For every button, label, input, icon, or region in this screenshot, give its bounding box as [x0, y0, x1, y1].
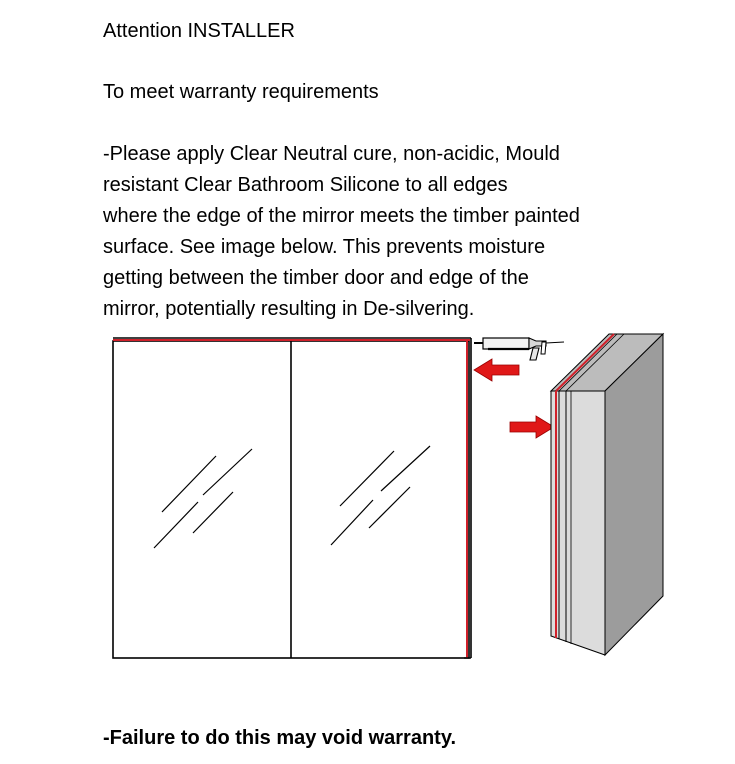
- mirror-cabinet-side: [551, 334, 663, 655]
- notice-subheading: To meet warranty requirements: [103, 81, 379, 103]
- mirror-cabinet-front: [113, 338, 471, 658]
- instruction-line: mirror, potentially resulting in De-silvering.: [103, 298, 475, 320]
- instruction-line: -Please apply Clear Neutral cure, non-acidic, Mould: [103, 143, 560, 165]
- warranty-warning: -Failure to do this may void warranty.: [103, 727, 457, 749]
- arrow-icon: [510, 416, 554, 438]
- instruction-line: getting between the timber door and edge of the: [103, 267, 529, 289]
- silicone-bead-top: [113, 338, 471, 340]
- instruction-line: where the edge of the mirror meets the timber painted: [103, 205, 580, 227]
- instruction-line: resistant Clear Bathroom Silicone to all edges: [103, 174, 508, 196]
- notice-heading: Attention INSTALLER: [103, 20, 295, 42]
- arrow-icon: [474, 359, 519, 381]
- instruction-line: surface. See image below. This prevents moisture: [103, 236, 546, 258]
- caulking-gun-icon: [474, 338, 564, 360]
